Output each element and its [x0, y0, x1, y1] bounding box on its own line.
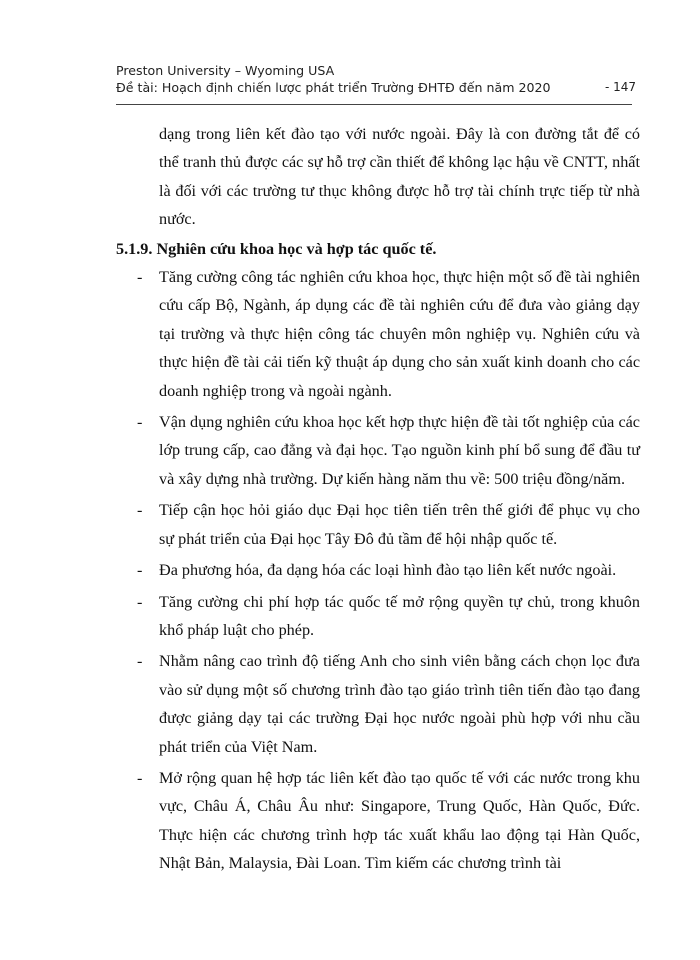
- page-number: - 147: [604, 80, 636, 94]
- list-item-text: Mở rộng quan hệ hợp tác liên kết đào tạo quốc tế với các nước trong khu vực, Châu Á, Châu Âu như: Singapore, Trung Quốc, Hàn Quốc, Đức. Thực hiện các chương trình hợp tác xuất khẩu lao động tại Hàn Quốc, Nhật Bản, Malaysia, Đài Loan. Tìm kiếm các chương trình tài: [159, 768, 640, 873]
- header-topic: Đề tài: Hoạch định chiến lược phát triển Trường ĐHTĐ đến năm 2020: [116, 80, 551, 95]
- page-body: [116, 120, 640, 881]
- bullet-list: [116, 263, 640, 878]
- list-item: [116, 263, 640, 405]
- list-item: [116, 647, 640, 761]
- header-university: Preston University – Wyoming USA: [116, 63, 335, 78]
- bullet-marker: -: [137, 413, 143, 432]
- section-heading: 5.1.9. Nghiên cứu khoa học và hợp tác quốc tế.: [116, 239, 437, 258]
- list-item-text: Vận dụng nghiên cứu khoa học kết hợp thực hiện đề tài tốt nghiệp của các lớp trung cấp, cao đẳng và đại học. Tạo nguồn kinh phí bổ sung để đầu tư và xây dựng nhà trường. Dự kiến hàng năm thu về: 500 triệu đồng/năm.: [159, 413, 640, 488]
- list-item: [116, 496, 640, 553]
- header-divider: [116, 104, 632, 105]
- list-item: [116, 764, 640, 878]
- list-item: [116, 408, 640, 493]
- list-item-text: Nhằm nâng cao trình độ tiếng Anh cho sinh viên bằng cách chọn lọc đưa vào sử dụng một số chương trình đào tạo giáo trình tiên tiến đào tạo đang được giảng dạy tại các trường Đại học nước ngoài phù hợp với nhu cầu phát triển của Việt Nam.: [159, 652, 640, 756]
- list-item: [116, 556, 640, 584]
- bullet-marker: -: [137, 652, 143, 671]
- header-topic-line: [116, 79, 636, 96]
- list-item-text: Đa phương hóa, đa dạng hóa các loại hình đào tạo liên kết nước ngoài.: [159, 561, 617, 580]
- list-item-text: Tiếp cận học hỏi giáo dục Đại học tiên tiến trên thế giới để phục vụ cho sự phát triển của Đại học Tây Đô đủ tầm để hội nhập quốc tế.: [159, 501, 640, 548]
- list-item: [116, 588, 640, 645]
- bullet-marker: -: [137, 501, 143, 520]
- list-item-text: Tăng cường chi phí hợp tác quốc tế mở rộng quyền tự chủ, trong khuôn khổ pháp luật cho phép.: [159, 592, 640, 639]
- list-item-text: Tăng cường công tác nghiên cứu khoa học, thực hiện một số đề tài nghiên cứu cấp Bộ, Ngành, áp dụng các đề tài nghiên cứu để đưa vào giảng dạy tại trường và thực hiện công tác chuyên môn nghiệp vụ. Nghiên cứu và thực hiện đề tài cải tiến kỹ thuật áp dụng cho sản xuất kinh doanh cho các doanh nghiệp trong và ngoài ngành.: [159, 268, 640, 400]
- bullet-marker: -: [137, 561, 143, 580]
- page-header: [116, 62, 636, 96]
- bullet-marker: -: [137, 768, 143, 787]
- intro-paragraph: dạng trong liên kết đào tạo với nước ngoài. Đây là con đường tắt để có thể tranh thủ được các sự hỗ trợ cần thiết để không lạc hậu về CNTT, nhất là đối với các trường tư thục không được hỗ trợ tài chính trực tiếp từ nhà nước.: [159, 125, 640, 229]
- bullet-marker: -: [137, 592, 143, 611]
- bullet-marker: -: [137, 268, 143, 287]
